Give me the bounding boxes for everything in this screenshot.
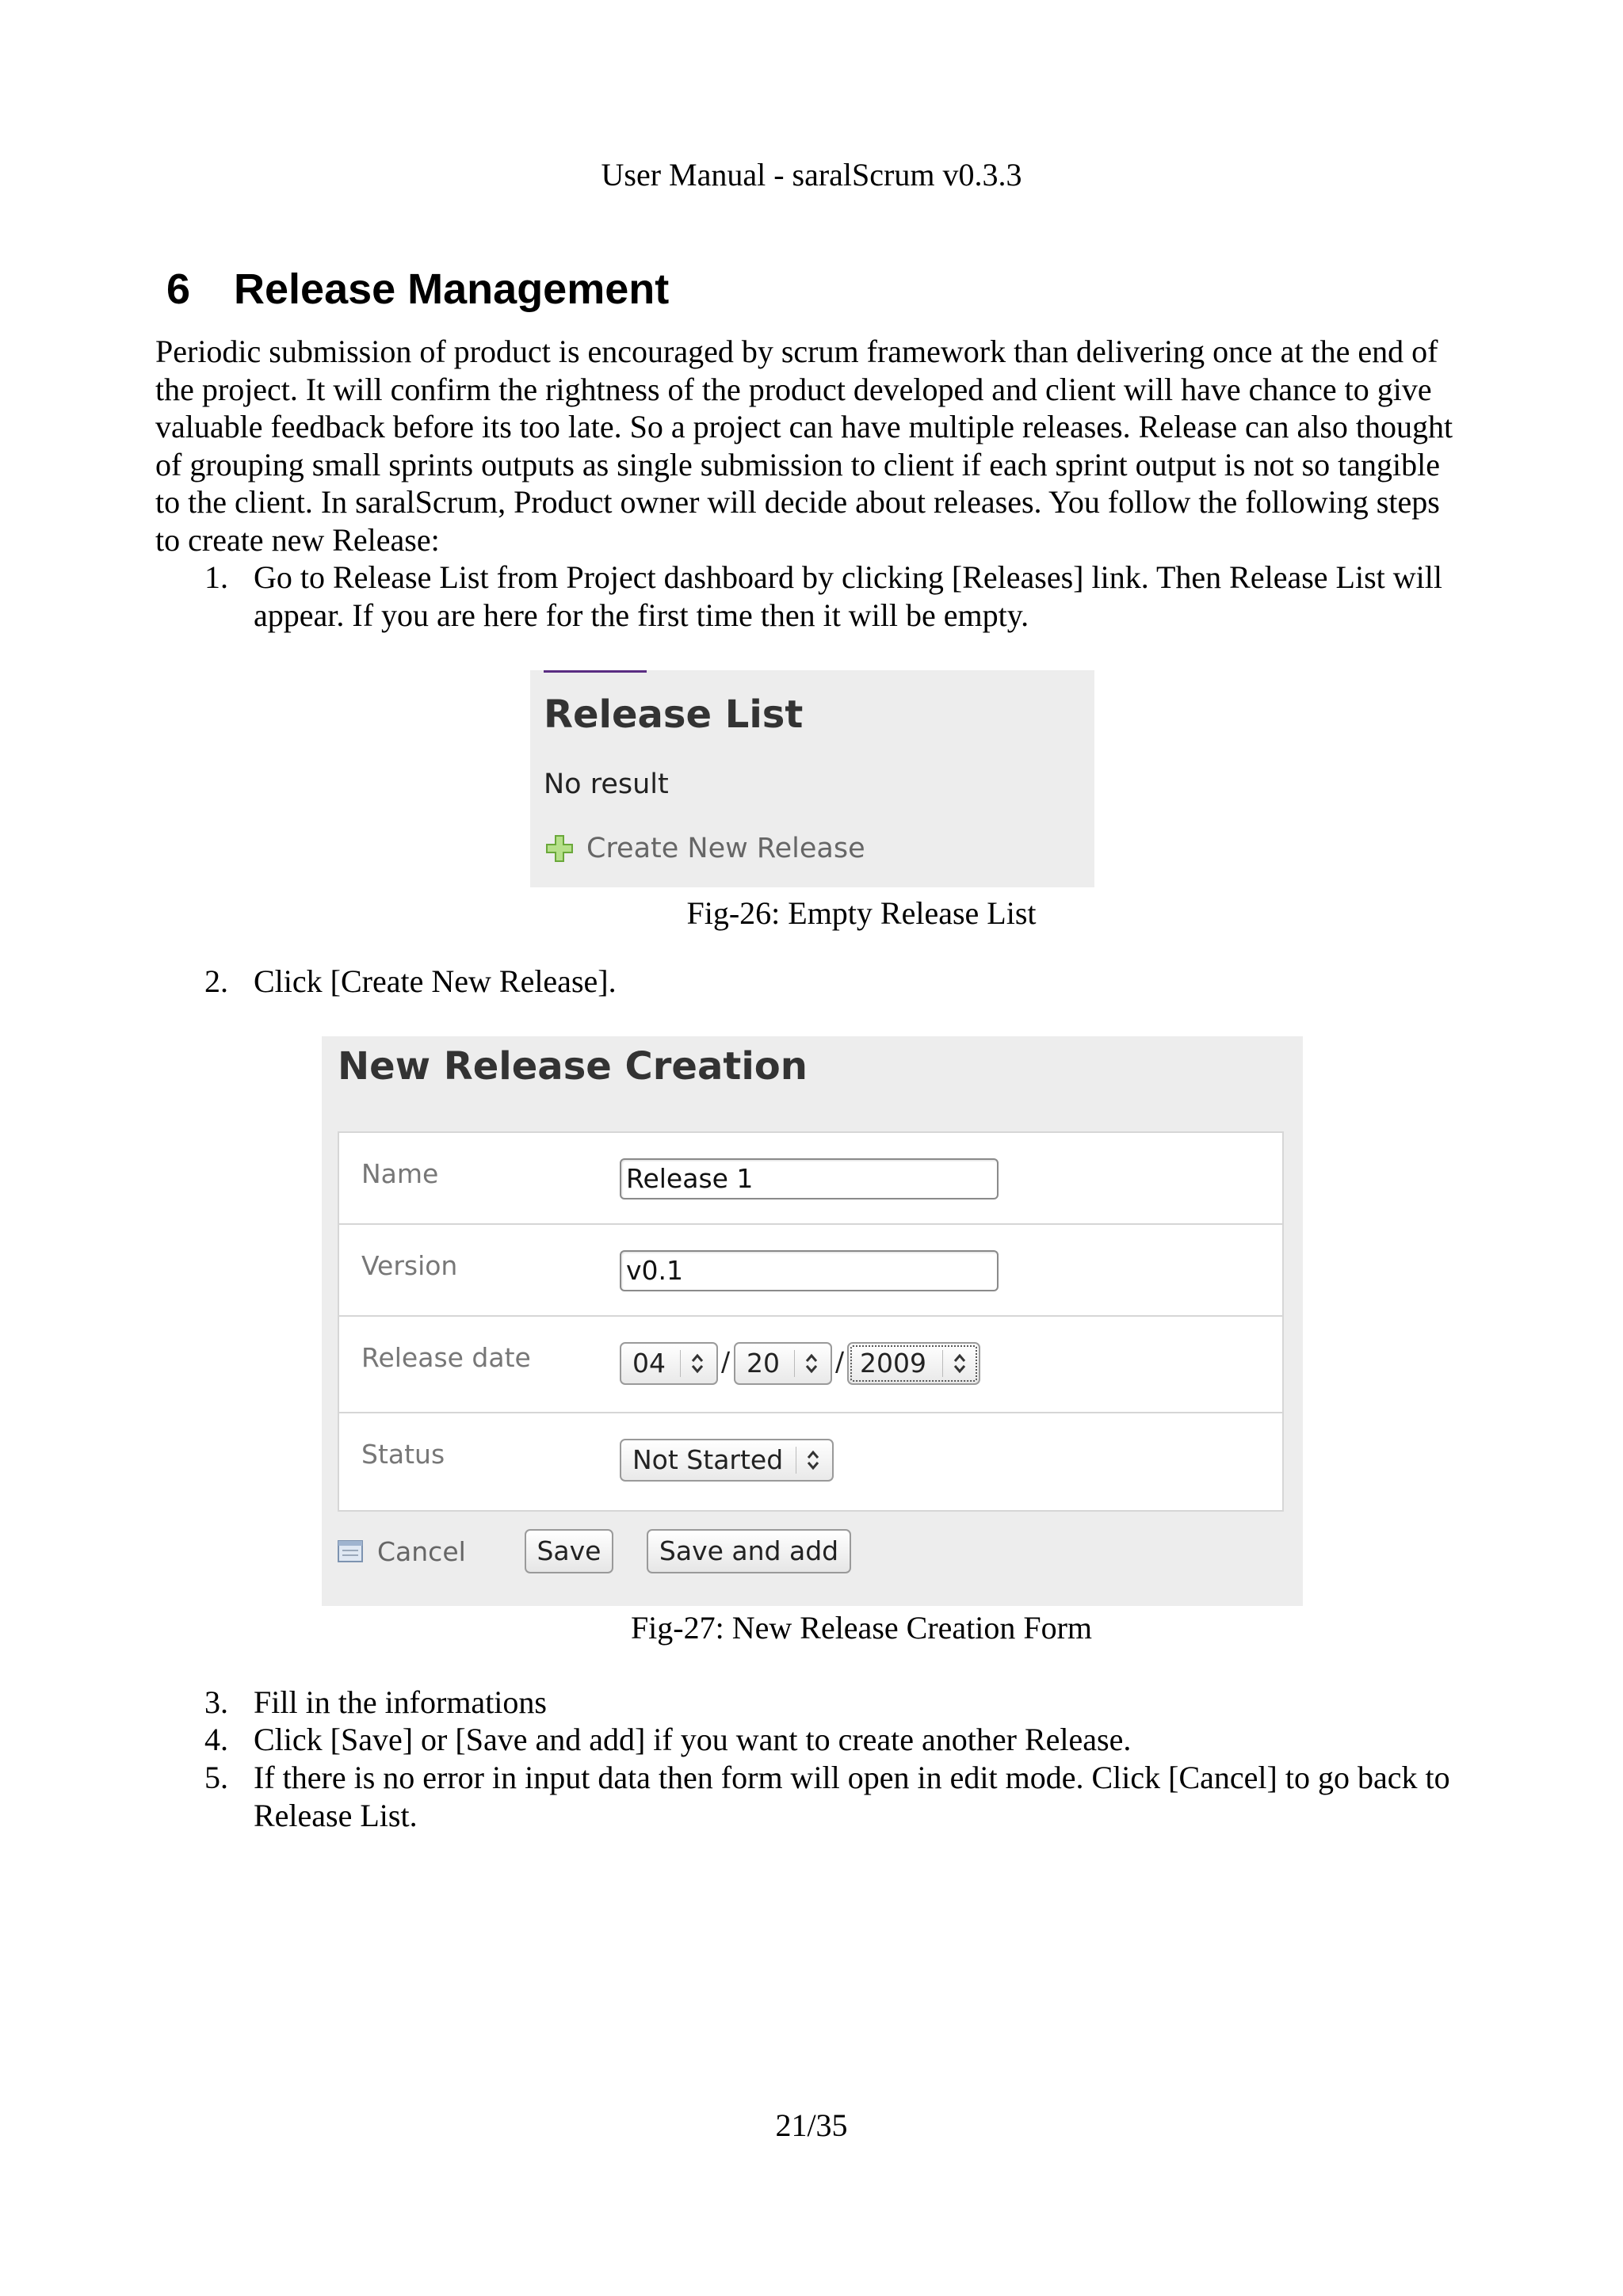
step-4: [155, 1721, 1503, 1759]
section-heading: [166, 261, 669, 317]
cancel-label: Cancel: [377, 1535, 466, 1567]
release-list-screenshot: [530, 670, 1094, 887]
step-text: Click [Save] or [Save and add] if you want to create another Release.: [254, 1722, 1132, 1757]
step-text: Go to Release List from Project dashboard by clicking [Releases] link. Then Release List will appear. If you are here for the first time then it will be empty.: [254, 559, 1442, 633]
version-row: [339, 1225, 1282, 1317]
intro-paragraph: Periodic submission of product is encouraged by scrum framework than delivering once at the end of the project. It will confirm the rightness of the product developed and client will have chance to give valuable feedback before its too late. So a project can have multiple releases. Release can also thought of grouping small sprints outputs as single submission to client if each sprint output is not so tangible to the client. In saralScrum, Product owner will decide about releases. You follow the following steps to create new Release:: [155, 334, 1453, 558]
plus-icon: [544, 833, 575, 864]
version-input[interactable]: v0.1: [620, 1250, 999, 1291]
step-2: [155, 963, 1503, 1001]
date-separator: /: [835, 1346, 845, 1377]
step-number: 3.: [204, 1684, 228, 1720]
status-value: Not Started: [632, 1444, 784, 1475]
breadcrumb-underline: [544, 670, 647, 673]
page-header: User Manual - saralScrum v0.3.3: [601, 157, 1022, 193]
spinner-arrows-icon: [953, 1352, 966, 1375]
name-label: Name: [361, 1158, 439, 1189]
step-number: 4.: [204, 1722, 228, 1757]
month-select[interactable]: [620, 1342, 718, 1385]
year-select[interactable]: [847, 1342, 980, 1385]
form-title: New Release Creation: [338, 1044, 808, 1089]
release-date-label: Release date: [361, 1342, 531, 1373]
section-title: Release Management: [234, 265, 670, 313]
spinner-arrows-icon: [805, 1352, 818, 1375]
section-number: 6: [166, 265, 191, 313]
create-new-release-link[interactable]: [544, 829, 865, 868]
form-table: [338, 1131, 1284, 1512]
year-value: 2009: [860, 1348, 926, 1379]
save-and-add-button[interactable]: Save and add: [647, 1529, 851, 1573]
step-text: Click [Create New Release].: [254, 963, 617, 999]
status-select[interactable]: [620, 1439, 834, 1482]
form-actions: [338, 1529, 1281, 1577]
step-1: [155, 559, 1503, 634]
step-number: 2.: [204, 963, 228, 999]
name-row: [339, 1133, 1282, 1225]
date-separator: /: [721, 1346, 731, 1377]
step-number: 5.: [204, 1760, 228, 1795]
page-number: 21/35: [775, 2107, 848, 2143]
no-result-text: No result: [544, 769, 669, 800]
new-release-form-screenshot: [322, 1036, 1303, 1606]
cancel-link[interactable]: [338, 1529, 466, 1573]
step-3: [155, 1684, 1503, 1722]
step-text: Fill in the informations: [254, 1684, 547, 1720]
fig26-caption: Fig-26: Empty Release List: [686, 895, 1037, 931]
spinner-arrows-icon: [691, 1352, 704, 1375]
list-icon: [338, 1539, 363, 1564]
month-value: 04: [632, 1348, 666, 1379]
step-number: 1.: [204, 559, 228, 595]
status-row: [339, 1413, 1282, 1510]
release-date-row: [339, 1317, 1282, 1413]
step-5: [155, 1759, 1503, 1834]
status-label: Status: [361, 1439, 445, 1470]
release-list-title: Release List: [544, 692, 804, 737]
step-text: If there is no error in input data then form will open in edit mode. Click [Cancel] to go back to Release List.: [254, 1760, 1450, 1833]
day-select[interactable]: [734, 1342, 832, 1385]
version-label: Version: [361, 1250, 458, 1281]
name-input[interactable]: Release 1: [620, 1158, 999, 1199]
create-new-release-label: Create New Release: [586, 833, 865, 864]
fig27-caption: Fig-27: New Release Creation Form: [630, 1610, 1093, 1646]
save-button[interactable]: Save: [525, 1529, 613, 1573]
day-value: 20: [747, 1348, 780, 1379]
spinner-arrows-icon: [807, 1448, 819, 1472]
